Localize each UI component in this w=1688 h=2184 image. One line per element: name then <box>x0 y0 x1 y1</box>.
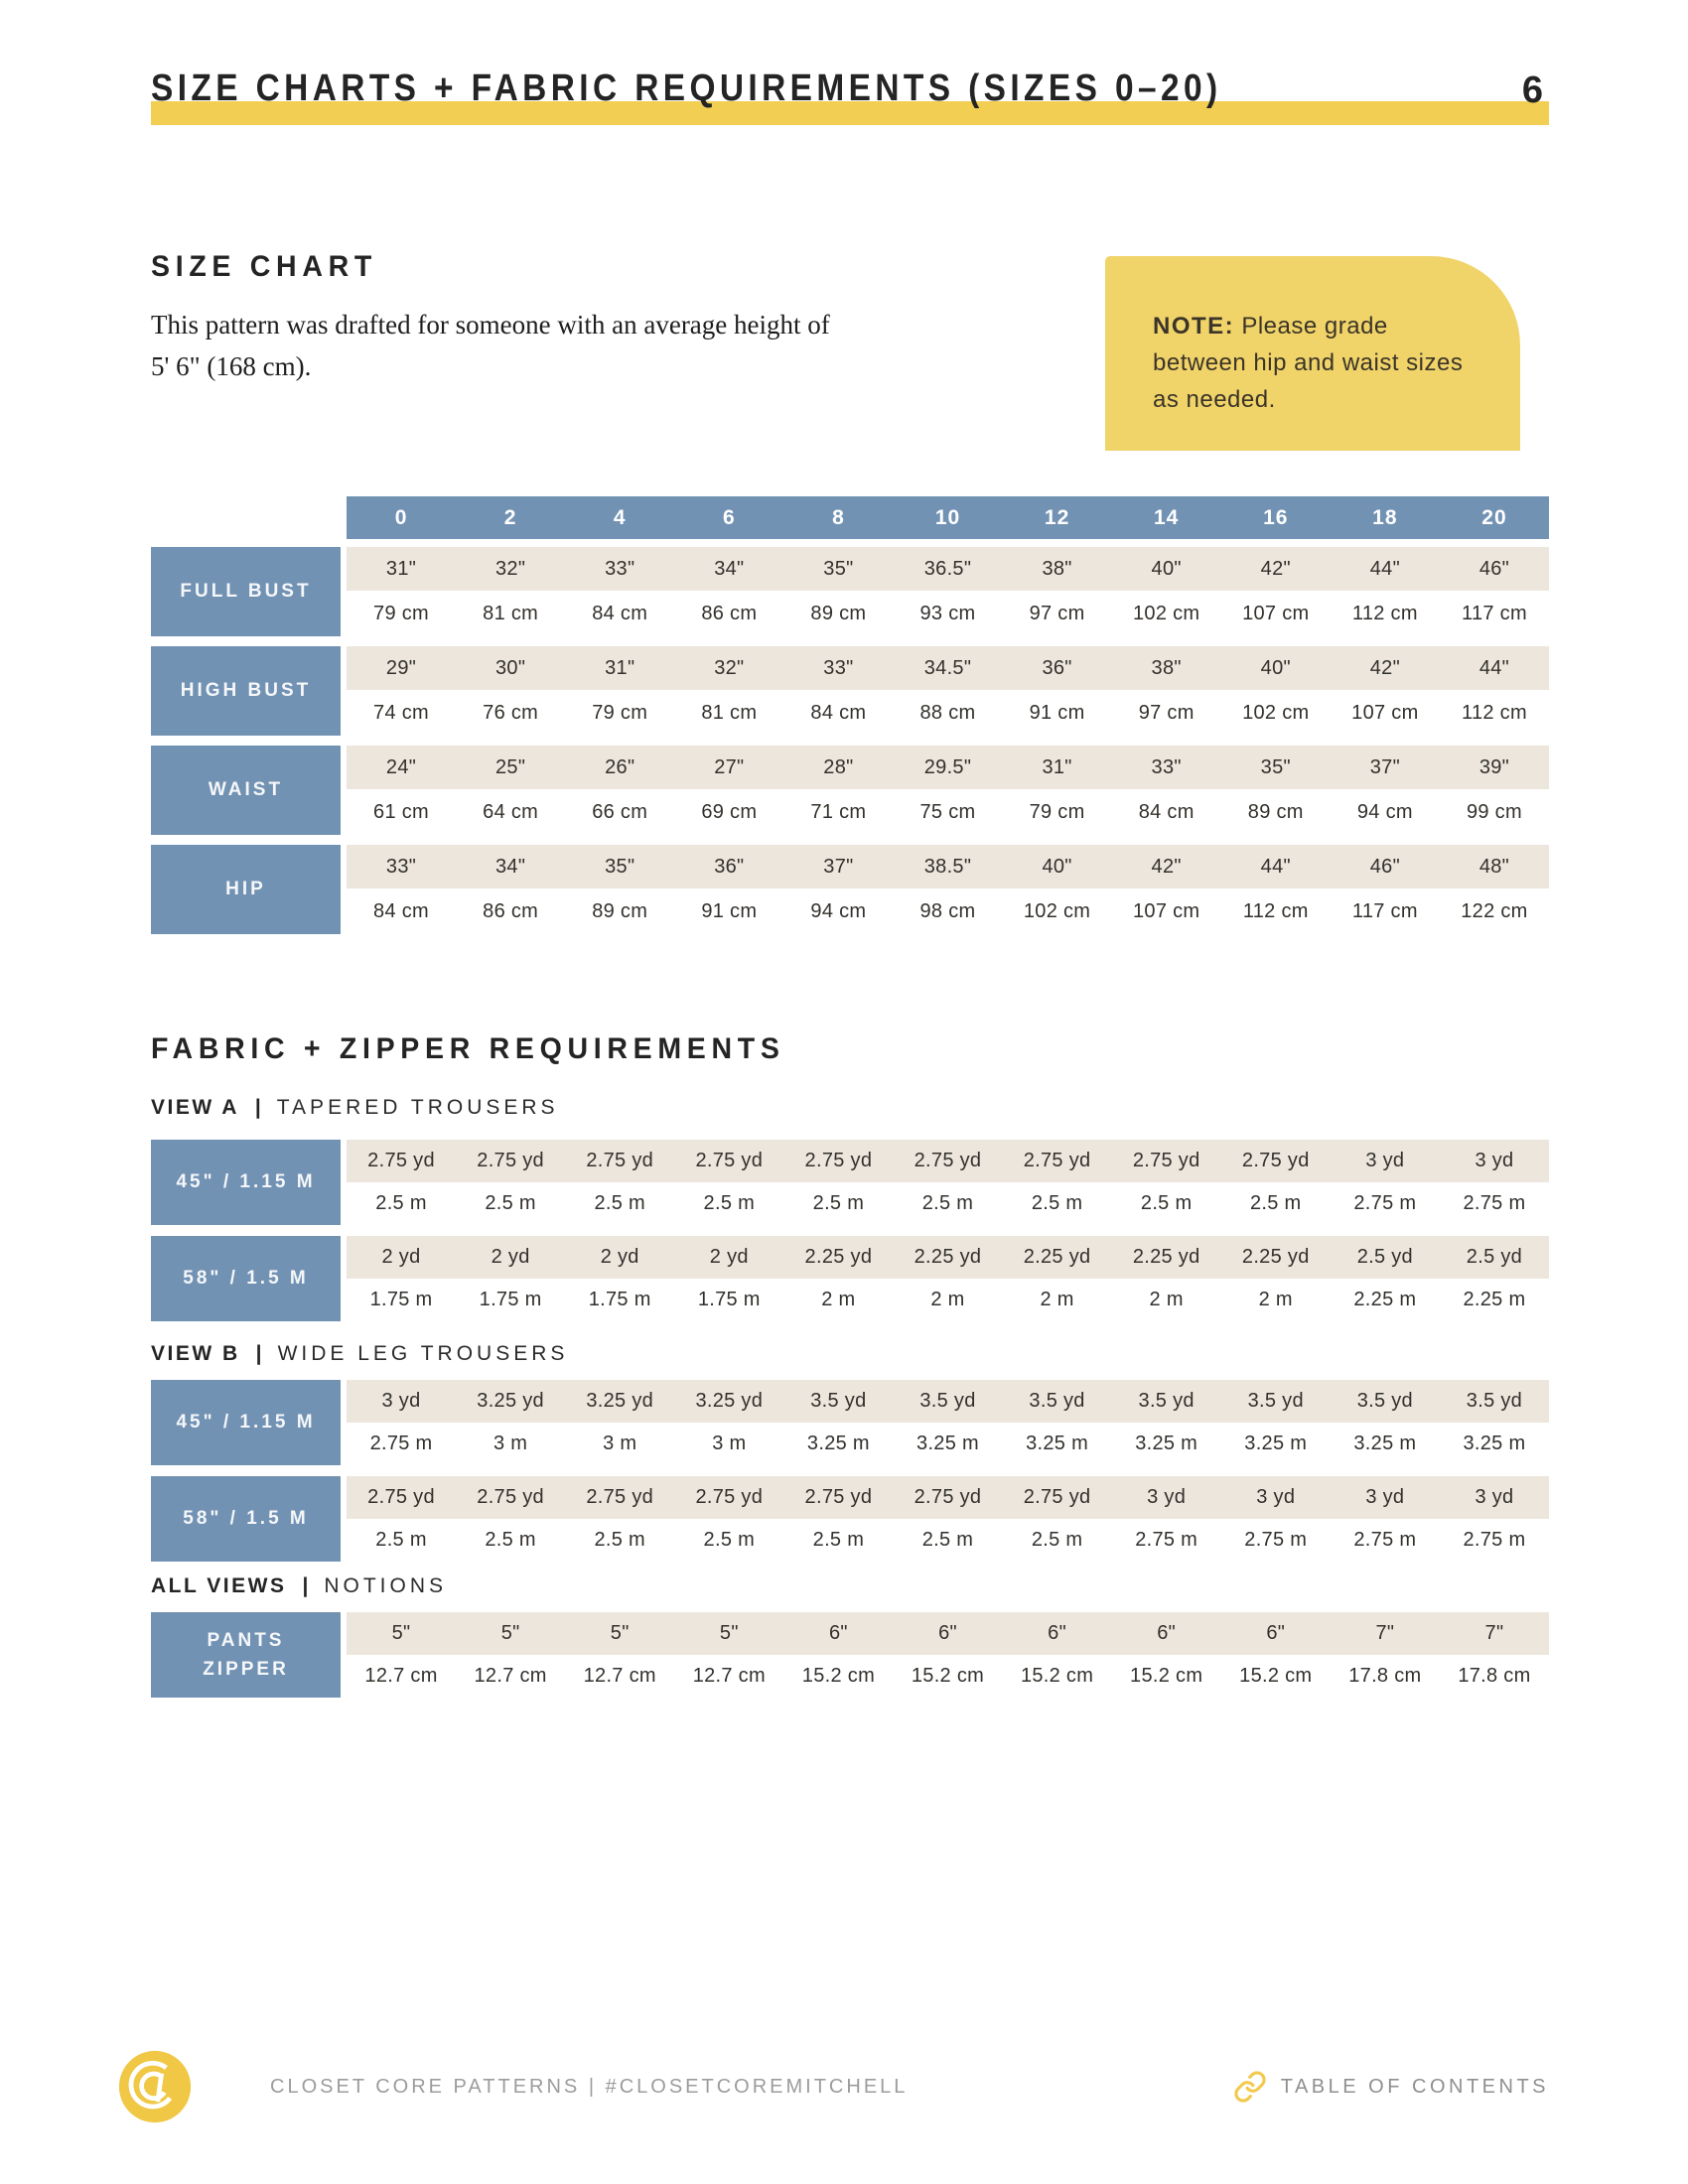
table-cell: 3 yd <box>1365 1486 1405 1508</box>
table-cell: 2.75 m <box>1353 1192 1417 1214</box>
size-header-cells <box>347 496 1549 539</box>
table-cell: 2.75 yd <box>914 1486 982 1508</box>
note-body: Please grade between hip and waist sizes as needed. <box>1153 313 1464 413</box>
row-label-line: PANTS <box>207 1629 285 1651</box>
table-cell: 37" <box>1369 755 1400 778</box>
table-cell: 112 cm <box>1242 899 1309 922</box>
table-cell: 2.5 yd <box>1356 1246 1413 1268</box>
table-cell: 2.75 yd <box>367 1486 435 1508</box>
table-cell: 81 cm <box>483 602 539 624</box>
table-cell: 2.75 yd <box>804 1150 873 1171</box>
view-a-subheading <box>151 1096 559 1120</box>
note-text <box>1153 308 1477 418</box>
table-cell: 117 cm <box>1462 602 1527 624</box>
table-row <box>347 646 1549 690</box>
table-cell: 2.75 yd <box>804 1486 873 1508</box>
table-row-group <box>151 646 1549 736</box>
table-cell: 3.25 yd <box>586 1390 654 1412</box>
table-cell: 1.75 m <box>369 1289 433 1310</box>
table-of-contents-label: TABLE OF CONTENTS <box>1280 2075 1549 2098</box>
intro-line-1: This pattern was drafted for someone with an average height of <box>151 310 830 340</box>
size-header-cell: 16 <box>1263 505 1289 529</box>
table-cell: 32" <box>714 656 745 679</box>
table-row-group <box>151 1140 1549 1225</box>
table-cell: 7" <box>1484 1622 1504 1644</box>
size-chart-intro <box>151 304 866 387</box>
table-cell: 2.5 m <box>485 1192 536 1214</box>
table-cell: 42" <box>1151 855 1182 878</box>
table-cell: 2.5 m <box>1140 1192 1193 1214</box>
table-cell: 40" <box>1260 656 1291 679</box>
row-label <box>151 746 341 835</box>
table-cell: 37" <box>823 855 854 878</box>
page-title: SIZE CHARTS + FABRIC REQUIREMENTS (SIZES 0–20) <box>151 68 1222 109</box>
table-cell: 69 cm <box>701 800 758 823</box>
table-row-group <box>151 1380 1549 1465</box>
table-cell: 84 cm <box>810 701 867 724</box>
row-label <box>151 1236 341 1321</box>
fabric-heading: FABRIC + ZIPPER REQUIREMENTS <box>151 1032 785 1065</box>
table-cell: 3.5 yd <box>1138 1390 1195 1412</box>
table-cell: 42" <box>1369 656 1400 679</box>
table-cell: 1.75 m <box>588 1289 651 1310</box>
table-cell: 44" <box>1260 855 1291 878</box>
size-header-cell: 6 <box>722 505 736 529</box>
size-header-cell: 20 <box>1481 505 1507 529</box>
table-cell: 2.5 m <box>1031 1192 1083 1214</box>
view-a-label: VIEW A <box>151 1096 239 1119</box>
table-cell: 2.5 m <box>921 1529 974 1551</box>
table-cell: 36" <box>1042 656 1072 679</box>
table-cell: 88 cm <box>919 701 976 724</box>
table-cell: 3 m <box>603 1433 637 1454</box>
table-cell: 33" <box>385 855 417 878</box>
view-b-label: VIEW B <box>151 1342 240 1365</box>
table-cell: 3.25 m <box>1135 1433 1198 1454</box>
table-cell: 76 cm <box>483 701 539 724</box>
table-cell: 2 yd <box>381 1246 421 1268</box>
table-cell: 3.5 yd <box>1029 1390 1085 1412</box>
table-cell: 44" <box>1369 557 1400 580</box>
view-b-title: WIDE LEG TROUSERS <box>277 1342 569 1365</box>
table-cell: 39" <box>1478 755 1510 778</box>
table-row <box>347 1380 1549 1423</box>
size-header-cell: 18 <box>1372 505 1398 529</box>
table-cell: 3 m <box>712 1433 747 1454</box>
table-cell: 40" <box>1042 855 1072 878</box>
table-cell: 2.75 yd <box>477 1486 544 1508</box>
table-cell: 3 yd <box>1475 1486 1514 1508</box>
table-cell: 2.75 yd <box>477 1150 544 1171</box>
table-cell: 2 yd <box>709 1246 749 1268</box>
size-header-row <box>151 496 1549 539</box>
table-cell: 112 cm <box>1351 602 1418 624</box>
row-label-line: 58" / 1.5 M <box>183 1508 309 1529</box>
table-row-group <box>151 845 1549 934</box>
table-cell: 2 m <box>1040 1289 1074 1310</box>
table-cell: 24" <box>385 755 417 778</box>
table-row <box>347 1519 1549 1562</box>
size-chart-table <box>151 496 1549 944</box>
table-row-group <box>151 547 1549 636</box>
table-row <box>347 547 1549 591</box>
table-cell: 5" <box>719 1622 739 1644</box>
table-cell: 86 cm <box>483 899 539 922</box>
table-cell: 5" <box>610 1622 630 1644</box>
table-row <box>347 1476 1549 1519</box>
table-cell: 2.25 m <box>1353 1289 1417 1310</box>
table-cell: 91 cm <box>701 899 758 922</box>
table-cell: 3.5 yd <box>810 1390 867 1412</box>
table-cell: 29.5" <box>923 755 972 778</box>
page-number: 6 <box>1521 69 1543 111</box>
table-cell: 2.5 m <box>703 1192 756 1214</box>
table-cell: 112 cm <box>1462 701 1527 724</box>
row-label <box>151 1612 341 1698</box>
table-of-contents-link[interactable] <box>1233 2070 1549 2104</box>
row-label-line: HIP <box>225 879 266 899</box>
table-cell: 3.25 m <box>806 1433 870 1454</box>
table-cell: 2.25 yd <box>1241 1246 1310 1268</box>
table-cell: 12.7 cm <box>583 1665 656 1687</box>
table-row <box>347 789 1549 835</box>
table-row <box>347 1236 1549 1279</box>
table-cell: 34" <box>495 855 526 878</box>
table-cell: 15.2 cm <box>1130 1665 1203 1687</box>
table-cell: 3.25 m <box>1463 1433 1526 1454</box>
table-cell: 2.75 yd <box>586 1486 654 1508</box>
table-cell: 2.5 m <box>375 1192 427 1214</box>
row-label-line: ZIPPER <box>203 1658 289 1680</box>
table-cell: 33" <box>1151 755 1182 778</box>
footer-brand-text: CLOSET CORE PATTERNS | #CLOSETCOREMITCHELL <box>270 2075 909 2098</box>
row-label <box>151 1476 341 1562</box>
row-label <box>151 547 341 636</box>
table-cell: 33" <box>605 557 635 580</box>
table-cell: 35" <box>1260 755 1291 778</box>
row-label <box>151 845 341 934</box>
table-cell: 66 cm <box>592 800 648 823</box>
table-row <box>347 690 1549 736</box>
table-row <box>347 888 1549 934</box>
table-cell: 107 cm <box>1132 899 1200 922</box>
table-cell: 2.25 yd <box>1132 1246 1200 1268</box>
table-cell: 97 cm <box>1138 701 1195 724</box>
table-cell: 31" <box>385 557 417 580</box>
size-header-spacer <box>151 496 341 539</box>
table-cell: 44" <box>1478 656 1510 679</box>
table-cell: 75 cm <box>919 800 976 823</box>
table-cell: 38" <box>1042 557 1072 580</box>
table-cell: 79 cm <box>373 602 430 624</box>
table-cell: 29" <box>385 656 417 679</box>
note-label: NOTE: <box>1153 313 1235 340</box>
size-header-cell: 2 <box>503 505 517 529</box>
table-row <box>347 1140 1549 1182</box>
table-cell: 42" <box>1260 557 1291 580</box>
table-row-group <box>151 746 1549 835</box>
table-cell: 84 cm <box>373 899 430 922</box>
table-cell: 35" <box>823 557 854 580</box>
table-cell: 94 cm <box>1356 800 1413 823</box>
table-cell: 2.5 m <box>1250 1192 1302 1214</box>
table-cell: 2.75 m <box>1244 1529 1308 1551</box>
subheading-divider: | <box>255 1342 262 1365</box>
table-cell: 2.5 m <box>594 1192 645 1214</box>
table-cell: 81 cm <box>701 701 758 724</box>
size-header-cell: 12 <box>1044 505 1070 529</box>
table-cell: 79 cm <box>592 701 648 724</box>
table-cell: 102 cm <box>1023 899 1091 922</box>
table-cell: 38.5" <box>923 855 972 878</box>
table-cell: 15.2 cm <box>1239 1665 1313 1687</box>
table-cell: 99 cm <box>1466 800 1522 823</box>
table-cell: 97 cm <box>1029 602 1085 624</box>
table-cell: 3.5 yd <box>1247 1390 1304 1412</box>
table-cell: 17.8 cm <box>1458 1665 1531 1687</box>
table-cell: 27" <box>714 755 745 778</box>
table-cell: 38" <box>1151 656 1182 679</box>
table-row <box>347 1612 1549 1655</box>
table-cell: 3 m <box>493 1433 528 1454</box>
row-label-line: 45" / 1.15 M <box>176 1412 316 1433</box>
table-cell: 31" <box>605 656 635 679</box>
table-cell: 84 cm <box>1138 800 1195 823</box>
table-cell: 3.25 yd <box>695 1390 764 1412</box>
table-cell: 89 cm <box>1247 800 1304 823</box>
table-cell: 102 cm <box>1132 602 1200 624</box>
table-cell: 2.5 m <box>703 1529 756 1551</box>
subheading-divider: | <box>254 1096 261 1119</box>
all-views-label: ALL VIEWS <box>151 1574 287 1597</box>
table-cell: 28" <box>823 755 854 778</box>
table-cell: 6" <box>1157 1622 1177 1644</box>
table-cell: 2.5 yd <box>1466 1246 1523 1268</box>
table-cell: 2.25 m <box>1463 1289 1526 1310</box>
table-cell: 46" <box>1478 557 1510 580</box>
table-cell: 2.75 yd <box>695 1150 764 1171</box>
table-cell: 2.75 yd <box>367 1150 435 1171</box>
table-cell: 34.5" <box>923 656 972 679</box>
table-cell: 102 cm <box>1242 701 1310 724</box>
table-row <box>347 1423 1549 1465</box>
table-row <box>347 1655 1549 1698</box>
table-cell: 7" <box>1375 1622 1395 1644</box>
table-cell: 2.25 yd <box>804 1246 873 1268</box>
row-label-line: WAIST <box>208 779 284 800</box>
table-cell: 122 cm <box>1461 899 1528 922</box>
table-cell: 117 cm <box>1351 899 1418 922</box>
table-cell: 98 cm <box>919 899 976 922</box>
table-cell: 3.5 yd <box>919 1390 976 1412</box>
table-cell: 31" <box>1042 755 1072 778</box>
table-cell: 12.7 cm <box>474 1665 547 1687</box>
table-cell: 89 cm <box>592 899 648 922</box>
size-header-cell: 10 <box>934 505 961 529</box>
notions-table <box>151 1612 1549 1708</box>
table-cell: 17.8 cm <box>1348 1665 1422 1687</box>
table-cell: 5" <box>391 1622 411 1644</box>
view-b-table <box>151 1380 1549 1572</box>
row-label-line: 45" / 1.15 M <box>176 1171 316 1192</box>
link-icon <box>1233 2070 1267 2104</box>
table-cell: 94 cm <box>810 899 867 922</box>
table-cell: 2 yd <box>600 1246 639 1268</box>
table-cell: 1.75 m <box>697 1289 761 1310</box>
table-row <box>347 1182 1549 1225</box>
table-cell: 2 yd <box>491 1246 530 1268</box>
view-a-title: TAPERED TROUSERS <box>276 1096 559 1119</box>
page-footer <box>117 2047 1549 2126</box>
table-cell: 15.2 cm <box>801 1665 876 1687</box>
table-cell: 86 cm <box>701 602 758 624</box>
row-label-line: HIGH BUST <box>180 680 312 701</box>
size-chart-heading: SIZE CHART <box>151 250 377 283</box>
table-cell: 36" <box>714 855 745 878</box>
table-cell: 3 yd <box>1147 1486 1187 1508</box>
table-cell: 1.75 m <box>479 1289 542 1310</box>
table-cell: 2 m <box>930 1289 965 1310</box>
size-header-cell: 14 <box>1153 505 1180 529</box>
size-header-cell: 8 <box>832 505 845 529</box>
size-header-cell: 0 <box>394 505 408 529</box>
table-row-group <box>151 1236 1549 1321</box>
table-row <box>347 1279 1549 1321</box>
table-cell: 32" <box>495 557 526 580</box>
size-header-cell: 4 <box>613 505 627 529</box>
row-label <box>151 1380 341 1465</box>
table-cell: 34" <box>714 557 745 580</box>
table-cell: 15.2 cm <box>1020 1665 1094 1687</box>
table-cell: 26" <box>605 755 635 778</box>
row-label <box>151 1140 341 1225</box>
row-label-line: FULL BUST <box>180 581 312 602</box>
table-cell: 3.25 m <box>1244 1433 1308 1454</box>
table-row <box>347 845 1549 888</box>
table-cell: 3.5 yd <box>1356 1390 1413 1412</box>
table-cell: 3.25 m <box>1353 1433 1417 1454</box>
table-cell: 2.75 yd <box>914 1150 982 1171</box>
table-cell: 2.75 yd <box>1023 1486 1091 1508</box>
table-cell: 2 m <box>1149 1289 1184 1310</box>
table-cell: 3.25 yd <box>477 1390 544 1412</box>
note-box <box>1105 256 1520 451</box>
table-row-group <box>151 1612 1549 1698</box>
intro-line-2: 5' 6" (168 cm). <box>151 351 312 381</box>
closet-core-logo-icon <box>117 2049 193 2124</box>
table-cell: 2.5 m <box>812 1529 865 1551</box>
table-cell: 15.2 cm <box>911 1665 985 1687</box>
table-cell: 2.75 m <box>1463 1529 1526 1551</box>
table-cell: 3 yd <box>1365 1150 1405 1171</box>
table-cell: 74 cm <box>373 701 430 724</box>
table-cell: 48" <box>1478 855 1510 878</box>
table-cell: 25" <box>495 755 526 778</box>
subheading-divider: | <box>302 1574 309 1597</box>
table-cell: 2.25 yd <box>914 1246 982 1268</box>
table-cell: 2.75 yd <box>1132 1150 1200 1171</box>
view-b-subheading <box>151 1342 568 1366</box>
table-cell: 107 cm <box>1242 602 1310 624</box>
table-cell: 2.75 m <box>1135 1529 1198 1551</box>
view-a-table <box>151 1140 1549 1332</box>
table-cell: 2.5 m <box>1031 1529 1083 1551</box>
table-cell: 30" <box>495 656 526 679</box>
table-cell: 3.25 m <box>916 1433 979 1454</box>
table-cell: 2.75 yd <box>1241 1150 1310 1171</box>
table-cell: 6" <box>1048 1622 1066 1644</box>
table-cell: 2.75 yd <box>695 1486 764 1508</box>
table-cell: 91 cm <box>1029 701 1085 724</box>
table-cell: 79 cm <box>1029 800 1085 823</box>
table-cell: 2.5 m <box>594 1529 645 1551</box>
table-cell: 84 cm <box>592 602 648 624</box>
table-cell: 6" <box>1266 1622 1286 1644</box>
table-cell: 6" <box>828 1622 848 1644</box>
table-cell: 12.7 cm <box>364 1665 438 1687</box>
page-header <box>151 68 1549 127</box>
size-chart-rows <box>151 547 1549 934</box>
table-cell: 107 cm <box>1351 701 1419 724</box>
table-cell: 6" <box>938 1622 957 1644</box>
table-cell: 40" <box>1151 557 1182 580</box>
table-cell: 2.5 m <box>485 1529 536 1551</box>
row-label <box>151 646 341 736</box>
table-cell: 46" <box>1369 855 1400 878</box>
table-cell: 3 yd <box>1256 1486 1296 1508</box>
table-cell: 3 yd <box>1475 1150 1514 1171</box>
table-cell: 33" <box>823 656 854 679</box>
table-cell: 2.75 yd <box>1023 1150 1091 1171</box>
table-cell: 64 cm <box>483 800 539 823</box>
table-row <box>347 591 1549 636</box>
table-cell: 61 cm <box>373 800 430 823</box>
table-cell: 2.5 m <box>921 1192 974 1214</box>
table-cell: 36.5" <box>923 557 972 580</box>
table-cell: 2.75 m <box>1463 1192 1526 1214</box>
table-cell: 2 m <box>1258 1289 1293 1310</box>
table-cell: 3 yd <box>381 1390 421 1412</box>
table-cell: 5" <box>500 1622 520 1644</box>
table-cell: 3.25 m <box>1026 1433 1089 1454</box>
table-cell: 35" <box>605 855 635 878</box>
table-cell: 2 m <box>821 1289 856 1310</box>
table-cell: 2.75 yd <box>586 1150 654 1171</box>
table-cell: 3.5 yd <box>1466 1390 1523 1412</box>
table-cell: 89 cm <box>810 602 867 624</box>
row-label-line: 58" / 1.5 M <box>183 1268 309 1289</box>
table-cell: 71 cm <box>810 800 867 823</box>
notions-subheading <box>151 1574 447 1598</box>
table-cell: 2.75 m <box>1353 1529 1417 1551</box>
table-cell: 2.5 m <box>812 1192 865 1214</box>
notions-title: NOTIONS <box>324 1574 448 1597</box>
table-cell: 2.75 m <box>369 1433 433 1454</box>
table-cell: 2.5 m <box>375 1529 427 1551</box>
table-cell: 2.25 yd <box>1023 1246 1091 1268</box>
table-row-group <box>151 1476 1549 1562</box>
table-cell: 93 cm <box>919 602 976 624</box>
table-cell: 12.7 cm <box>692 1665 766 1687</box>
table-row <box>347 746 1549 789</box>
